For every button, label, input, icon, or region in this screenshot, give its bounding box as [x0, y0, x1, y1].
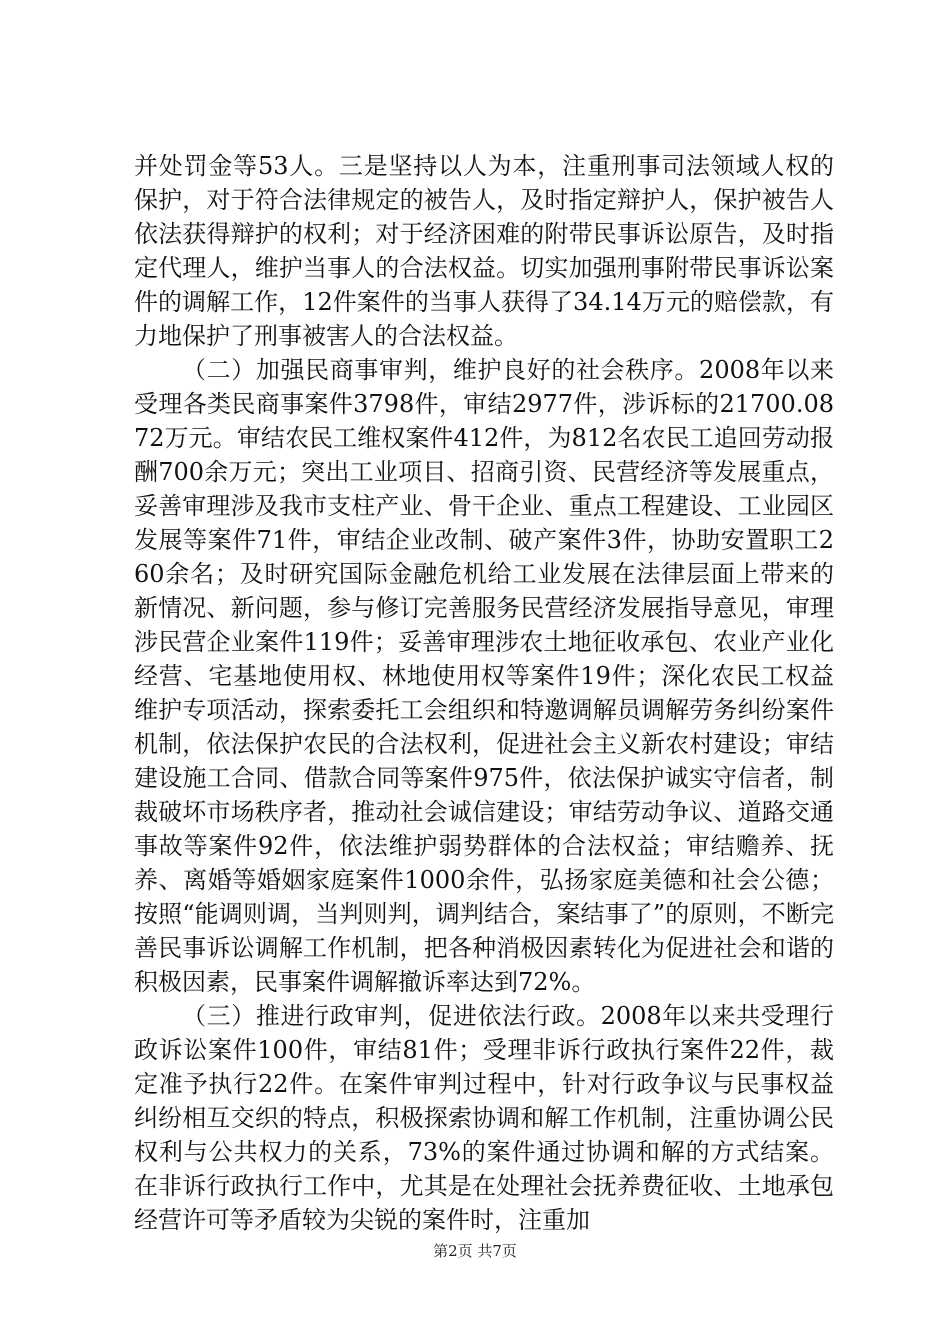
document-body: [134, 149, 834, 1237]
paragraph-civil-commercial-trial: （二）加强民商事审判，维护良好的社会秩序。2008年以来受理各类民商事案件3798件，审结2977件，涉诉标的21700.0872万元。审结农民工维权案件412件，为812名农民工追回劳动报酬700余万元；突出工业项目、招商引资、民营经济等发展重点，妥善审理涉及我市支柱产业、骨干企业、重点工程建设、工业园区发展等案件71件，审结企业改制、破产案件3件，协助安置职工260余名；及时研究国际金融危机给工业发展在法律层面上带来的新情况、新问题，参与修订完善服务民营经济发展指导意见，审理涉民营企业案件119件；妥善审理涉农土地征收承包、农业产业化经营、宅基地使用权、林地使用权等案件19件；深化农民工权益维护专项活动，探索委托工会组织和特邀调解员调解劳务纠纷案件机制，依法保护农民的合法权利，促进社会主义新农村建设；审结建设施工合同、借款合同等案件975件，依法保护诚实守信者，制裁破坏市场秩序者，推动社会诚信建设；审结劳动争议、道路交通事故等案件92件，依法维护弱势群体的合法权益；审结赡养、抚养、离婚等婚姻家庭案件1000余件，弘扬家庭美德和社会公德；按照“能调则调，当判则判，调判结合，案结事了”的原则，不断完善民事诉讼调解工作机制，把各种消极因素转化为促进社会和谐的积极因素，民事案件调解撤诉率达到72%。: [134, 356, 834, 996]
page-number-footer: 第2页 共7页: [433, 1242, 517, 1260]
paragraph-administrative-trial: （三）推进行政审判，促进依法行政。2008年以来共受理行政诉讼案件100件，审结81件；受理非诉行政执行案件22件，裁定准予执行22件。在案件审判过程中，针对行政争议与民事权益纠纷相互交织的特点，积极探索协调和解工作机制，注重协调公民权利与公共权力的关系，73%的案件通过协调和解的方式结案。在非诉行政执行工作中，尤其是在处理社会抚养费征收、土地承包经营许可等矛盾较为尖锐的案件时，注重加: [134, 1002, 834, 1234]
paragraph-criminal-trial-continued: 并处罚金等53人。三是坚持以人为本，注重刑事司法领域人权的保护，对于符合法律规定的被告人，及时指定辩护人，保护被告人依法获得辩护的权利；对于经济困难的附带民事诉讼原告，及时指定代理人，维护当事人的合法权益。切实加强刑事附带民事诉讼案件的调解工作，12件案件的当事人获得了34.14万元的赔偿款，有力地保护了刑事被害人的合法权益。: [134, 152, 834, 350]
